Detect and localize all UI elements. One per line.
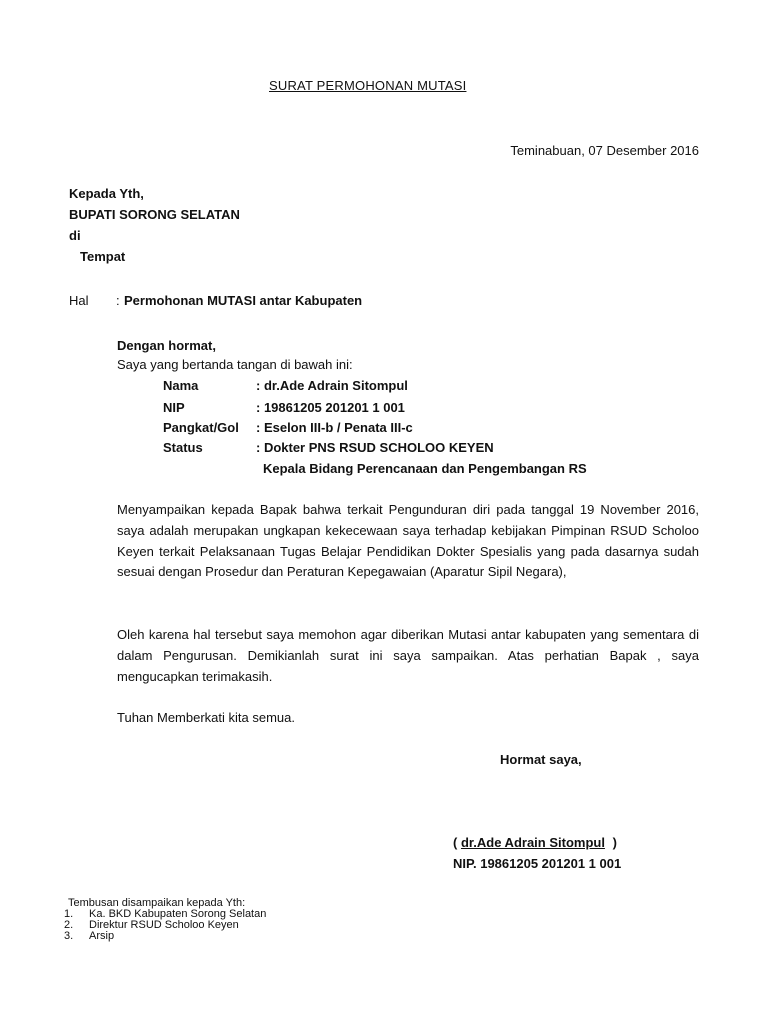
signatory-name: dr.Ade Adrain Sitompul <box>460 835 605 850</box>
status-extra: Kepala Bidang Perencanaan dan Pengembangan RS <box>263 461 587 476</box>
signature-close-paren: ) <box>612 835 617 850</box>
letter-title: SURAT PERMOHONAN MUTASI <box>269 78 467 93</box>
recipient-line-1: Kepada Yth, <box>69 186 144 201</box>
identity-label: Pangkat/Gol <box>163 420 239 435</box>
place-date: Teminabuan, 07 Desember 2016 <box>510 143 699 158</box>
intro-text: Saya yang bertanda tangan di bawah ini: <box>117 357 353 372</box>
signature-line <box>453 835 617 851</box>
cc-item-number: 1. <box>64 908 74 920</box>
identity-value: : Dokter PNS RSUD SCHOLOO KEYEN <box>256 440 494 455</box>
recipient-line-4: Tempat <box>80 249 126 264</box>
closing: Hormat saya, <box>500 752 582 767</box>
body-paragraph-2: Oleh karena hal tersebut saya memohon agar diberikan Mutasi antar kabupaten yang sementara di dalam Pengurusan. Demikianlah surat ini saya sampaikan. Atas perhatian Bapak , saya mengucapkan terimakasih. <box>117 627 699 684</box>
identity-label: Nama <box>163 378 199 393</box>
signatory-nip: NIP. 19861205 201201 1 001 <box>453 856 622 871</box>
identity-value: : 19861205 201201 1 001 <box>256 400 405 415</box>
blessing: Tuhan Memberkati kita semua. <box>117 710 295 725</box>
identity-value: : dr.Ade Adrain Sitompul <box>256 378 408 393</box>
identity-value: : Eselon III-b / Penata III-c <box>256 420 413 435</box>
cc-item-text: Direktur RSUD Scholoo Keyen <box>89 919 239 931</box>
cc-item-text: Arsip <box>89 930 115 942</box>
recipient-line-3: di <box>69 228 81 243</box>
cc-item-number: 3. <box>64 930 74 942</box>
subject-colon: : <box>116 293 120 308</box>
subject-label: Hal <box>69 293 89 308</box>
recipient-line-2: BUPATI SORONG SELATAN <box>69 207 240 222</box>
cc-heading: Tembusan disampaikan kepada Yth: <box>68 897 246 909</box>
identity-label: NIP <box>163 400 185 415</box>
signature-open-paren: ( <box>453 835 458 850</box>
cc-item-text: Ka. BKD Kabupaten Sorong Selatan <box>89 908 267 920</box>
body-paragraph-1: Menyampaikan kepada Bapak bahwa terkait Pengunduran diri pada tanggal 19 November 2016, saya adalah merupakan ungkapan kekecewaan saya terhadap kebijakan Pimpinan RSUD Scholoo Keyen terkait Pelaksanaan Tugas Belajar Pendidikan Dokter Spesialis yang pada dasarnya sudah sesuai dengan Prosedur dan Peraturan Kepegawaian (Aparatur Sipil Negara), <box>117 502 699 580</box>
identity-label: Status <box>163 440 203 455</box>
subject-value: Permohonan MUTASI antar Kabupaten <box>124 293 363 308</box>
greeting: Dengan hormat, <box>117 338 216 353</box>
cc-item-number: 2. <box>64 919 74 931</box>
